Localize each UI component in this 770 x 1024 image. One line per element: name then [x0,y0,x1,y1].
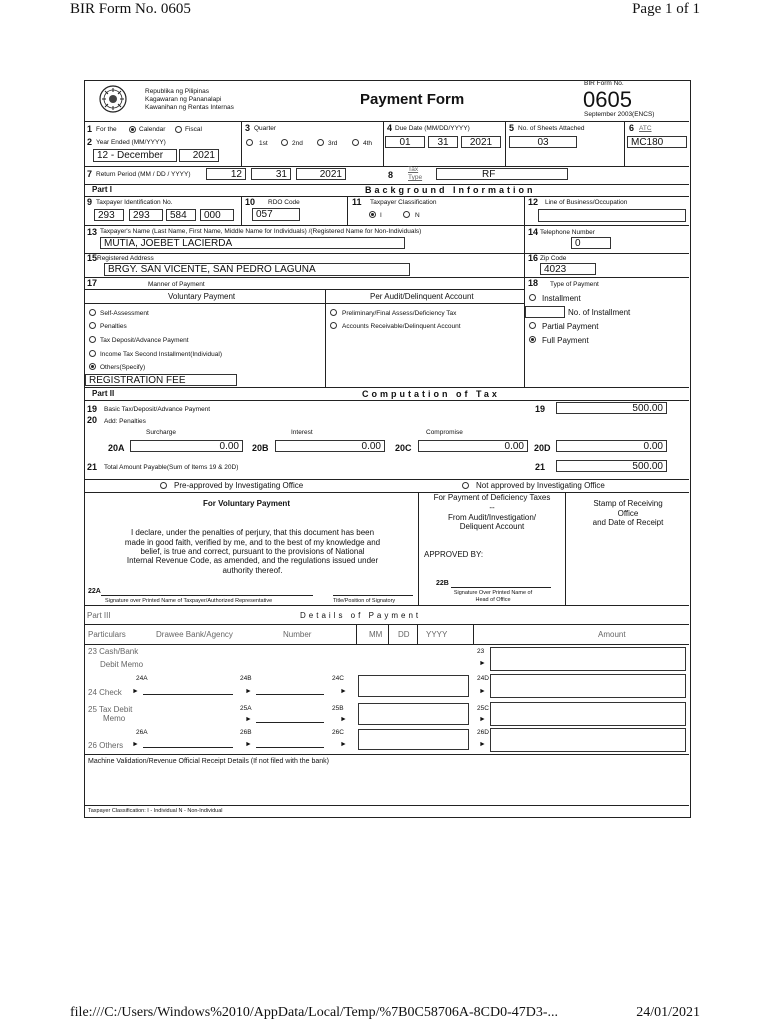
form-number: 0605 [583,87,632,112]
quarter-2-label: 2nd [292,140,303,147]
penalties-radio[interactable] [89,322,96,329]
voluntary-payment-title: For Voluntary Payment [203,499,290,508]
part-1-title: Background Information [365,185,536,195]
quarter-3-radio[interactable] [317,139,324,146]
income-tax-second-label: Income Tax Second Installment(Individual) [100,351,222,358]
arrow-25c: ► [479,716,486,723]
item-11-num: 11 [352,197,362,207]
tax-deposit-radio[interactable] [89,336,96,343]
accounts-receivable-radio[interactable] [330,322,337,329]
due-mm-field[interactable]: 01 [385,136,425,148]
quarter-1-label: 1st [259,140,268,147]
item-25c-label: 25C [477,705,489,712]
return-yyyy-field[interactable]: 2021 [296,168,346,180]
total-penalties-field[interactable]: 0.00 [556,440,667,452]
atc-field[interactable]: MC180 [627,136,687,148]
due-dd-field[interactable]: 31 [428,136,458,148]
address-label: Registered Address [97,255,154,262]
total-payable-field[interactable]: 500.00 [556,460,667,472]
check-number-line[interactable] [256,694,324,695]
total-payable-label: Total Amount Payable(Sum of Items 19 & 20D) [104,464,239,471]
item-19-num: 19 [87,404,98,414]
year-year-field[interactable]: 2021 [179,149,219,162]
quarter-label: Quarter [254,125,277,132]
declaration-line-3: belief, is true and correct, pursuant to the provisions of National [140,547,365,556]
no-installment-label: No. of Installment [568,308,631,317]
return-period-label: Return Period (MM / DD / YYYY) [96,171,191,178]
self-assessment-label: Self-Assessment [100,310,149,317]
item-3-num: 3 [245,123,251,133]
interest-field[interactable]: 0.00 [275,440,385,452]
item-20a-label: 20A [108,443,125,453]
telephone-field[interactable]: 0 [571,237,611,249]
signature-b-line-2: Head of Office [475,597,511,603]
machine-validation-label: Machine Validation/Revenue Official Receipt Details (If not filed with the bank) [88,758,329,765]
item-25a-label: 25A [240,705,252,712]
agency-line1: Republika ng Pilipinas [145,88,209,95]
print-header-left: BIR Form No. 0605 [70,1,191,17]
for-the-label: For the [96,126,117,133]
col-number: Number [283,630,312,639]
partial-payment-radio[interactable] [529,322,536,329]
class-individual-label: I [380,212,382,219]
item-9-num: 9 [87,197,93,207]
print-footer-url[interactable]: file:///C:/Users/Windows%2010/AppData/Local/Temp/%7B0C58706A-8CD0-47D3-... [70,1005,559,1020]
installment-radio[interactable] [529,294,536,301]
arrow-23: ► [479,660,486,667]
part-1-label: Part I [92,185,113,194]
interest-label: Interest [291,429,313,436]
arrow-24c: ► [340,688,347,695]
quarter-4-radio[interactable] [352,139,359,146]
part-3-label: Part III [87,611,111,620]
manner-label: Manner of Payment [148,281,205,288]
compromise-label: Compromise [426,429,463,436]
check-bank-line[interactable] [143,694,233,695]
quarter-1-radio[interactable] [246,139,253,146]
tax-debit-label: 25 Tax Debit [88,705,133,714]
item-2-num: 2 [87,137,93,147]
arrow-25a: ► [245,716,252,723]
deficiency-title-1: For Payment of Deficiency Taxes [433,493,551,502]
deficiency-title-2: -- [489,503,495,512]
calendar-radio[interactable] [129,126,136,133]
calendar-label: Calendar [139,126,166,133]
item-18-num: 18 [528,278,539,288]
declaration-line-2: made in good faith, verified by me, and to the best of my knowledge and [124,538,381,547]
col-amount: Amount [598,630,626,639]
item-12-num: 12 [528,197,539,207]
item-6-num: 6 [629,123,635,133]
item-21-num-right: 21 [535,462,546,472]
partial-payment-label: Partial Payment [542,322,599,331]
pre-approved-radio[interactable] [160,482,167,489]
declaration-line-5: authority thereof. [222,566,283,575]
not-approved-radio[interactable] [462,482,469,489]
arrow-26a: ► [132,741,139,748]
accounts-receivable-label: Accounts Receivable/Delinquent Account [342,323,461,330]
class-nonindividual-label: N [415,212,420,219]
agency-line2: Kagawaran ng Pananalapi [145,96,222,103]
tin-4-field[interactable]: 000 [200,209,234,221]
due-yyyy-field[interactable]: 2021 [461,136,501,148]
tax-type-label[interactable]: Tax Type [408,166,423,181]
installment-count-field[interactable] [525,306,565,318]
item-14-num: 14 [528,227,539,237]
signature-b-line-1: Signature Over Printed Name of [453,590,533,596]
arrow-26c: ► [340,741,347,748]
print-header-right: Page 1 of 1 [632,1,700,17]
print-footer-date: 24/01/2021 [636,1005,700,1020]
tax-type-field[interactable]: RF [436,168,568,180]
classification-label: Taxpayer Classification [370,199,437,206]
col-dd: DD [398,630,410,639]
arrow-24b: ► [245,688,252,695]
others-specify-field[interactable]: REGISTRATION FEE [85,374,237,386]
bir-seal-icon [99,85,127,113]
tin-3-field[interactable]: 584 [166,209,196,221]
item-22b-label: 22B [436,580,449,587]
taxpayer-name-label: Taxpayer's Name (Last Name, First Name, Middle Name for Individuals) /(Registered Name for Non-Individuals) [100,228,422,235]
item-4-num: 4 [387,123,393,133]
address-field[interactable]: BRGY. SAN VICENTE, SAN PEDRO LAGUNA [104,263,410,276]
form-no-label: BIR Form No. [584,80,624,87]
approved-by-label: APPROVED BY: [424,550,484,559]
col-yyyy: YYYY [426,630,448,639]
check-date-field[interactable] [358,675,469,697]
stamp-line-3: and Date of Receipt [592,518,664,527]
atc-label[interactable]: ATC [639,125,652,132]
item-8-num: 8 [388,170,394,180]
arrow-26b: ► [245,741,252,748]
deficiency-tax-radio[interactable] [330,309,337,316]
arrow-25b: ► [340,716,347,723]
others-date-field[interactable] [358,729,469,750]
deficiency-title-4: Deliquent Account [459,522,525,531]
installment-label: Installment [542,294,581,303]
item-22a-label: 22A [88,588,101,595]
basic-tax-label: Basic Tax/Deposit/Advance Payment [104,406,211,413]
not-approved-label: Not approved by Investigating Office [476,481,605,490]
others-bank-line[interactable] [143,747,233,748]
stamp-line-2: Office [617,509,639,518]
item-26d-label: 26D [477,729,489,736]
income-tax-second-radio[interactable] [89,350,96,357]
col-drawee-bank: Drawee Bank/Agency [156,630,233,639]
rdo-field[interactable]: 057 [252,208,300,221]
full-payment-radio[interactable] [529,336,536,343]
form-version: September 2003(ENCS) [584,111,655,118]
compromise-field[interactable]: 0.00 [418,440,528,452]
line-of-business-field[interactable] [538,209,686,222]
rdo-label: RDO Code [268,199,300,206]
item-20c-label: 20C [395,443,412,453]
item-26b-label: 26B [240,729,252,736]
item-17-num: 17 [87,278,98,288]
cash-bank-label: 23 Cash/Bank [88,647,139,656]
item-26c-label: 26C [332,729,344,736]
memo-label: Memo [103,714,126,723]
deficiency-tax-label: Preliminary/Final Assess/Deficiency Tax [342,310,457,317]
surcharge-label: Surcharge [146,429,176,436]
part-2-label: Part II [92,389,115,398]
item-19-num-right: 19 [535,404,546,414]
cash-amount-field[interactable] [490,647,686,671]
penalties-label: Penalties [100,323,127,330]
fiscal-label: Fiscal [185,126,202,133]
item-5-num: 5 [509,123,515,133]
others-payment-label: 26 Others [88,741,124,750]
item-20-num: 20 [87,415,98,425]
check-label: 24 Check [88,688,122,697]
return-mm-field[interactable]: 12 [206,168,246,180]
item-24b-label: 24B [240,675,252,682]
item-24a-label: 24A [136,675,148,682]
self-assessment-radio[interactable] [89,309,96,316]
tax-debit-number-line[interactable] [256,722,324,723]
item-10-num: 10 [245,197,256,207]
year-month-field[interactable]: 12 - December [93,149,177,162]
item-16-num: 16 [528,253,539,263]
arrow-24a: ► [132,688,139,695]
zip-field[interactable]: 4023 [540,263,596,275]
item-24d-label: 24D [477,675,489,682]
tin-1-field[interactable]: 293 [94,209,124,221]
col-particulars: Particulars [88,630,126,639]
item-1-num: 1 [87,124,93,134]
others-amount-field[interactable] [490,728,686,752]
item-24c-label: 24C [332,675,344,682]
others-number-line[interactable] [256,747,324,748]
others-label: Others(Specify) [100,364,146,371]
tax-debit-date-field[interactable] [358,703,469,725]
item-20d-label: 20D [534,443,551,453]
stamp-line-1: Stamp of Receiving [593,499,663,508]
type-of-payment-label: Type of Payment [550,281,599,288]
item-20b-label: 20B [252,443,269,453]
item-21-num: 21 [87,462,98,472]
classification-legend: Taxpayer Classification: I - Individual N - Non-Individual [88,808,223,814]
line-of-business-label: Line of Business/Occupation [545,199,628,206]
quarter-4-label: 4th [363,140,373,147]
declaration-line-1: I declare, under the penalties of perjury, that this document has been [130,528,375,537]
taxpayer-name-field[interactable]: MUTIA, JOEBET LACIERDA [100,237,405,249]
quarter-2-radio[interactable] [281,139,288,146]
arrow-24d: ► [479,688,486,695]
item-23-label: 23 [477,648,485,655]
col-mm: MM [369,630,383,639]
tin-label: Taxpayer Identification No. [96,199,173,206]
sheets-label: No. of Sheets Attached [518,125,585,132]
item-25b-label: 25B [332,705,344,712]
due-date-label: Due Date (MM/DD/YYYY) [395,125,470,132]
class-nonindividual-radio[interactable] [403,211,410,218]
tax-deposit-label: Tax Deposit/Advance Payment [100,337,189,344]
fiscal-radio[interactable] [175,126,182,133]
item-13-num: 13 [87,227,98,237]
surcharge-field[interactable]: 0.00 [130,440,243,452]
tax-debit-amount-field[interactable] [490,702,686,726]
sheets-field[interactable]: 03 [509,136,577,148]
part-2-title: Computation of Tax [362,389,500,399]
item-15-num: 15 [87,253,98,263]
deficiency-title-3: From Audit/Investigation/ [447,513,537,522]
return-dd-field[interactable]: 31 [251,168,291,180]
basic-tax-field[interactable]: 500.00 [556,402,667,414]
zip-label: Zip Code [540,255,567,262]
others-radio[interactable] [89,363,96,370]
tin-2-field[interactable]: 293 [129,209,163,221]
full-payment-label: Full Payment [542,336,589,345]
part-3-title: Details of Payment [300,611,422,620]
voluntary-header: Voluntary Payment [168,292,236,301]
check-amount-field[interactable] [490,674,686,698]
pre-approved-label: Pre-approved by Investigating Office [174,481,304,490]
class-individual-radio[interactable] [369,211,376,218]
audit-header: Per Audit/Delinquent Account [370,292,474,301]
title-position-label: Title/Position of Signatory [333,598,396,604]
arrow-26d: ► [479,741,486,748]
item-7-num: 7 [87,169,93,179]
telephone-label: Telephone Number [540,229,595,236]
add-penalties-label: Add: Penalties [104,418,146,425]
signature-a-label: Signature over Printed Name of Taxpayer/Authorized Representative [105,598,273,604]
year-ended-label: Year Ended (MM/YYYY) [96,139,166,146]
debit-memo-label: Debit Memo [100,660,144,669]
agency-line3: Kawanihan ng Rentas Internas [145,104,234,111]
item-26a-label: 26A [136,729,148,736]
form-title: Payment Form [360,91,465,108]
declaration-line-4: Internal Revenue Code, as amended, and the regulations issued under [126,556,379,565]
quarter-3-label: 3rd [328,140,338,147]
